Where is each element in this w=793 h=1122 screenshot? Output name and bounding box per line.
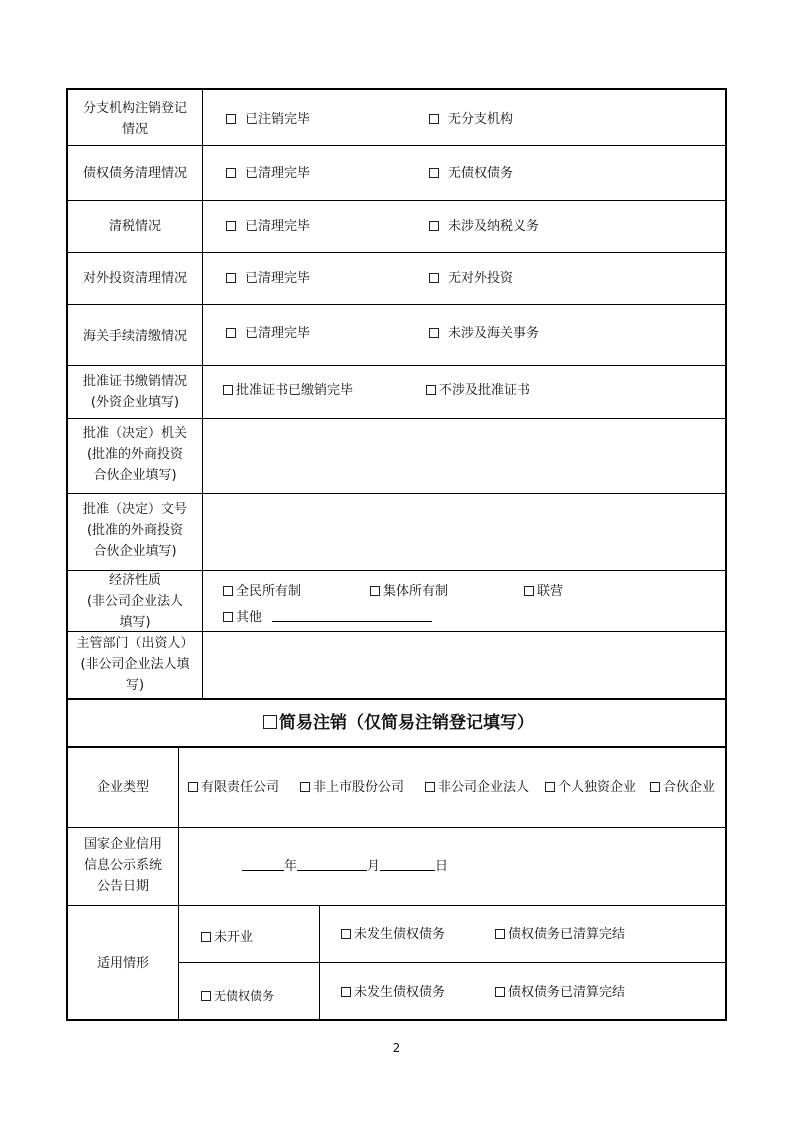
row-label-customs: 海关手续清缴情况: [82, 329, 187, 344]
checkbox[interactable]: [226, 328, 236, 338]
checkbox[interactable]: [426, 385, 436, 395]
option-state-owned[interactable]: 全民所有制: [223, 581, 301, 602]
option-no-investment[interactable]: 无对外投资: [429, 268, 513, 289]
checkbox[interactable]: [263, 715, 277, 729]
checkbox[interactable]: [650, 782, 660, 792]
row-divider: [68, 252, 725, 253]
checkbox[interactable]: [429, 114, 439, 124]
checkbox[interactable]: [226, 168, 236, 178]
row-label-certificate: 批准证书缴销情况 (外资企业填写): [82, 374, 187, 410]
checkbox[interactable]: [226, 114, 236, 124]
simple-deregistration-title[interactable]: 简易注销（仅简易注销登记填写）: [68, 710, 729, 736]
option-unlisted-stock[interactable]: 非上市股份公司: [300, 777, 404, 798]
row-divider: [68, 905, 725, 906]
row-label-economic-nature: 经济性质 (非公司企业法人 填写): [86, 573, 184, 630]
option-not-opened[interactable]: 未开业: [201, 927, 253, 948]
checkbox[interactable]: [226, 273, 236, 283]
checkbox[interactable]: [429, 168, 439, 178]
row-label-approval-authority: 批准（决定）机关 (批准的外商投资 合伙企业填写): [82, 426, 187, 483]
supervisor-field[interactable]: [203, 632, 725, 698]
checkbox[interactable]: [495, 929, 505, 939]
checkbox[interactable]: [300, 782, 310, 792]
option-other[interactable]: 其他: [223, 607, 432, 628]
checkbox[interactable]: [370, 586, 380, 596]
announcement-date-field[interactable]: 年 月 日: [242, 856, 448, 877]
option-cert-surrendered[interactable]: 批准证书已缴销完毕: [223, 380, 353, 401]
row-divider: [68, 304, 725, 305]
row-label-announcement-date: 国家企业信用 信息公示系统 公告日期: [83, 837, 162, 894]
checkbox[interactable]: [429, 221, 439, 231]
checkbox[interactable]: [545, 782, 555, 792]
option-debt-settled-2[interactable]: 债权债务已清算完结: [495, 982, 625, 1003]
row-label-tax: 清税情况: [108, 219, 161, 234]
checkbox[interactable]: [341, 929, 351, 939]
checkbox[interactable]: [201, 932, 211, 942]
row-divider: [178, 962, 725, 963]
option-llc[interactable]: 有限责任公司: [188, 777, 279, 798]
checkbox[interactable]: [495, 987, 505, 997]
option-noncorporate-legal[interactable]: 非公司企业法人: [425, 777, 529, 798]
checkbox[interactable]: [201, 991, 211, 1001]
checkbox[interactable]: [341, 987, 351, 997]
approval-number-field[interactable]: [203, 494, 725, 570]
other-blank-line[interactable]: [272, 607, 432, 622]
row-divider: [68, 827, 725, 828]
column-divider: [178, 747, 179, 1021]
row-label-applicable-cases: 适用情形: [96, 956, 149, 971]
row-label-branch: 分支机构注销登记 情况: [82, 101, 187, 137]
option-partnership[interactable]: 合伙企业: [650, 777, 715, 798]
option-customs-cleared[interactable]: 已清理完毕: [226, 323, 310, 344]
checkbox[interactable]: [226, 221, 236, 231]
option-no-debt-incurred-2[interactable]: 未发生债权债务: [341, 982, 445, 1003]
row-divider: [68, 365, 725, 366]
page-number: 2: [392, 1041, 401, 1055]
column-divider: [202, 90, 203, 698]
checkbox[interactable]: [188, 782, 198, 792]
checkbox[interactable]: [524, 586, 534, 596]
option-branch-cleared[interactable]: 已注销完毕: [226, 109, 310, 130]
option-no-customs[interactable]: 未涉及海关事务: [429, 323, 539, 344]
year-blank[interactable]: [242, 856, 284, 871]
option-no-branch[interactable]: 无分支机构: [429, 109, 513, 130]
section-divider: [68, 746, 725, 748]
checkbox[interactable]: [223, 385, 233, 395]
row-label-supervisor: 主管部门（出资人） (非公司企业法人填 写): [76, 636, 194, 693]
row-label-approval-number: 批准（决定）文号 (批准的外商投资 合伙企业填写): [82, 502, 187, 559]
option-collective[interactable]: 集体所有制: [370, 581, 448, 602]
option-invest-cleared[interactable]: 已清理完毕: [226, 268, 310, 289]
checkbox[interactable]: [425, 782, 435, 792]
option-no-claims-debts[interactable]: 无债权债务: [201, 986, 274, 1007]
checkbox[interactable]: [223, 586, 233, 596]
row-divider: [68, 200, 725, 201]
row-label-enterprise-type: 企业类型: [96, 780, 149, 795]
checkbox[interactable]: [429, 273, 439, 283]
row-divider: [68, 145, 725, 146]
column-divider: [319, 906, 320, 1021]
month-blank[interactable]: [297, 856, 367, 871]
option-no-tax[interactable]: 未涉及纳税义务: [429, 216, 539, 237]
day-blank[interactable]: [380, 856, 435, 871]
checkbox[interactable]: [223, 612, 233, 622]
option-no-debt-incurred[interactable]: 未发生债权债务: [341, 924, 445, 945]
option-no-cert[interactable]: 不涉及批准证书: [426, 380, 530, 401]
row-label-debt: 债权债务清理情况: [82, 166, 187, 181]
option-no-debt[interactable]: 无债权债务: [429, 163, 513, 184]
checkbox[interactable]: [429, 328, 439, 338]
registration-form-table: [66, 88, 727, 1021]
row-label-investment: 对外投资清理情况: [82, 271, 187, 286]
approval-authority-field[interactable]: [203, 419, 725, 493]
option-debt-settled[interactable]: 债权债务已清算完结: [495, 924, 625, 945]
option-debt-cleared[interactable]: 已清理完毕: [226, 163, 310, 184]
option-joint-venture[interactable]: 联营: [524, 581, 563, 602]
option-sole-proprietorship[interactable]: 个人独资企业: [545, 777, 636, 798]
option-tax-cleared[interactable]: 已清理完毕: [226, 216, 310, 237]
section-divider: [68, 698, 725, 700]
